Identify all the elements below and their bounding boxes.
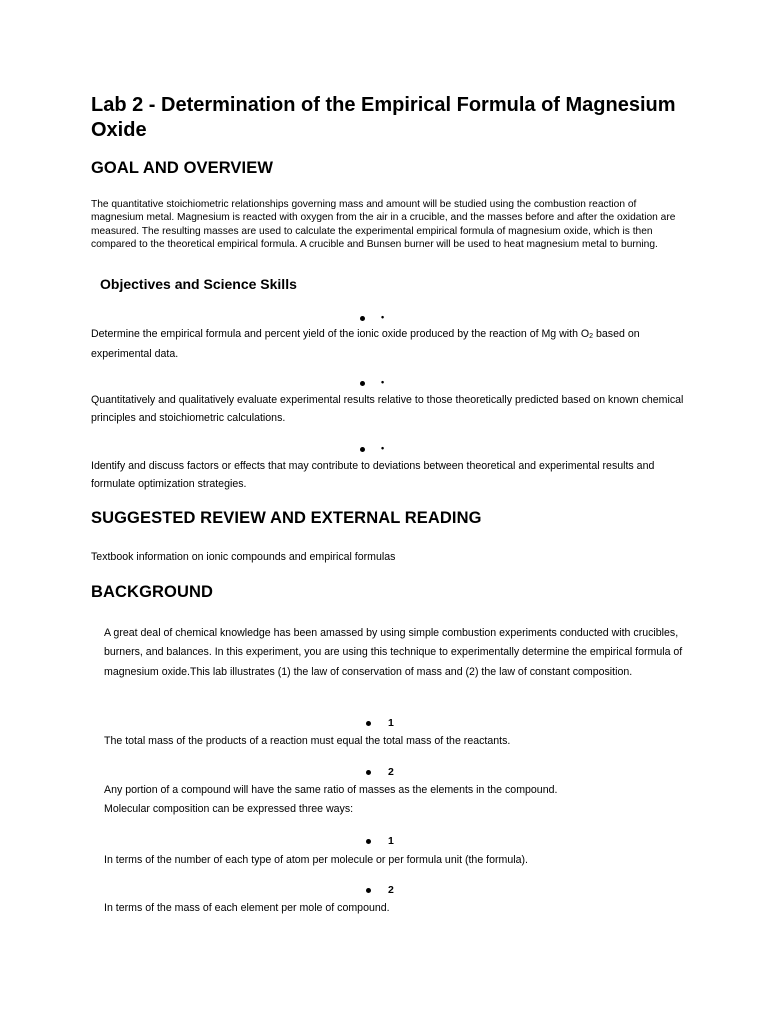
bullet-marker: • [381, 377, 385, 387]
objective-text: Quantitatively and qualitatively evaluate experimental results relative to those theoretically predicted based on known chemical principles and stoichiometric calculations. [91, 394, 684, 424]
background-heading: BACKGROUND [91, 583, 213, 601]
objectives-heading: Objectives and Science Skills [100, 276, 297, 292]
bullet-number: 1 [388, 717, 394, 729]
bullet-dot [366, 888, 371, 893]
bullet-marker: • [381, 443, 385, 453]
objective-text: Identify and discuss factors or effects that may contribute to deviations between theoretical and experimental results and formulate optimization strategies. [91, 460, 655, 490]
way-text: In terms of the mass of each element per mole of compound. [104, 902, 390, 914]
bullet-number: 1 [388, 835, 394, 847]
law-text: The total mass of the products of a reaction must equal the total mass of the reactants. [104, 735, 511, 747]
bullet-dot [360, 381, 365, 386]
goal-heading: GOAL AND OVERVIEW [91, 159, 273, 177]
law-text: Any portion of a compound will have the same ratio of masses as the elements in the compound. [104, 784, 558, 796]
bullet-number: 2 [388, 884, 394, 896]
bullet-dot [360, 316, 365, 321]
review-heading: SUGGESTED REVIEW AND EXTERNAL READING [91, 509, 482, 527]
bullet-marker: • [381, 312, 385, 322]
bullet-dot [366, 770, 371, 775]
background-intro: A great deal of chemical knowledge has been amassed by using simple combustion experiments conducted with crucibles, burners, and balances. In this experiment, you are using this technique to experimentally determine the empirical formula of magnesium oxide.This lab illustrates (1) the law of conservation of mass and (2) the law of constant composition. [104, 627, 683, 678]
objective-text: Determine the empirical formula and percent yield of the ionic oxide produced by the reaction of Mg with $O_2$ based on experimental data. [91, 328, 640, 360]
bullet-dot [360, 447, 365, 452]
goal-paragraph: The quantitative stoichiometric relationships governing mass and amount will be studied using the combustion reaction of magnesium metal. Magnesium is reacted with oxygen from the air in a crucible, and the masses before and after the oxidation are measured. The resulting masses are used to calculate the experimental empirical formula of magnesium oxide, which is then compared to the theoretical empirical formula. A crucible and Bunsen burner will be used to heat magnesium metal to burning. [91, 199, 676, 251]
bullet-dot [366, 721, 371, 726]
review-text: Textbook information on ionic compounds and empirical formulas [91, 551, 396, 563]
way-text: In terms of the number of each type of atom per molecule or per formula unit (the formula). [104, 854, 528, 866]
bullet-number: 2 [388, 766, 394, 778]
document-title: Lab 2 - Determination of the Empirical Formula of Magnesium Oxide [91, 94, 676, 141]
composition-intro: Molecular composition can be expressed three ways: [104, 803, 354, 815]
bullet-dot [366, 839, 371, 844]
